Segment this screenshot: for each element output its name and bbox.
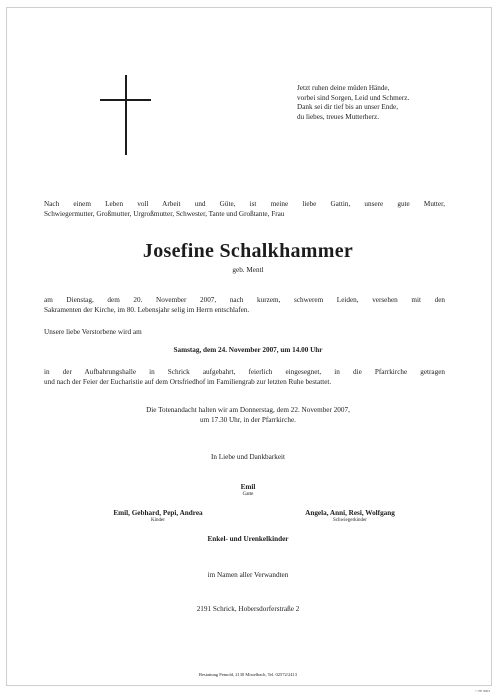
burial-intro: Unsere liebe Verstorbene wird am xyxy=(44,328,142,336)
poem-line: vorbei sind Sorgen, Leid und Schmerz. xyxy=(297,93,410,102)
poem xyxy=(297,84,409,122)
address: 2191 Schrick, Hobersdorferstraße 2 xyxy=(196,605,300,613)
children-role: Kinder xyxy=(151,518,165,523)
death-line-1: am Dienstag, dem 20. November 2007, nach kurzem, schwerem Leiden, versehen mit den xyxy=(44,296,445,304)
grandchildren: Enkel- und Urenkelkinder xyxy=(207,535,289,543)
mourners-intro: In Liebe und Dankbarkeit xyxy=(210,453,286,461)
poem-line: Jetzt ruhen deine müden Hände, xyxy=(297,84,390,92)
inlaws-role: Schwiegerkinder xyxy=(333,518,367,523)
corner-mark: © FP 9003 xyxy=(474,689,490,693)
burial-line-2: und nach der Feier der Eucharistie auf dem Ortsfriedhof im Familiengrab zur letzten Ruhe bestattet. xyxy=(44,378,332,386)
poem-line: du liebes, treues Mutterherz. xyxy=(297,112,380,121)
inlaws-names: Angela, Anni, Resi, Wolfgang xyxy=(305,509,395,517)
relatives: im Namen aller Verwandten xyxy=(207,571,289,579)
intro-line-2: Schwiegermutter, Großmutter, Urgroßmutter, Schwester, Tante und Großtante, Frau xyxy=(44,210,285,218)
spouse-role: Gatte xyxy=(242,492,254,497)
poem-line: Dank sei dir tief bis an unser Ende, xyxy=(297,103,398,112)
deceased-name: Josefine Schalkhammer xyxy=(142,240,354,262)
cross-icon xyxy=(125,75,127,155)
footer: Bestattung Pemold, 2130 Mistelbach, Tel. 02572/2413 xyxy=(198,672,298,677)
prayer-line-2: um 17.30 Uhr, in der Pfarrkirche. xyxy=(200,416,296,424)
prayer-line-1: Die Totenandacht halten wir am Donnerstag, dem 22. November 2007, xyxy=(146,406,350,414)
birth-name: geb. Mentl xyxy=(232,266,264,274)
burial-date: Samstag, dem 24. November 2007, um 14.00 Uhr xyxy=(173,346,323,354)
cross-icon-bar xyxy=(100,99,151,101)
intro-line-1: Nach einem Leben voll Arbeit und Güte, ist meine liebe Gattin, unsere gute Mutter, xyxy=(44,200,445,208)
death-line-2: Sakramenten der Kirche, im 80. Lebensjahr selig im Herrn entschlafen. xyxy=(44,306,250,314)
burial-line-1: in der Aufbahrungshalle in Schrick aufgebahrt, feierlich eingesegnet, in die Pfarrkirche getragen xyxy=(44,368,445,376)
children-names: Emil, Gebhard, Pepi, Andrea xyxy=(113,509,203,517)
spouse-name: Emil xyxy=(240,483,256,491)
